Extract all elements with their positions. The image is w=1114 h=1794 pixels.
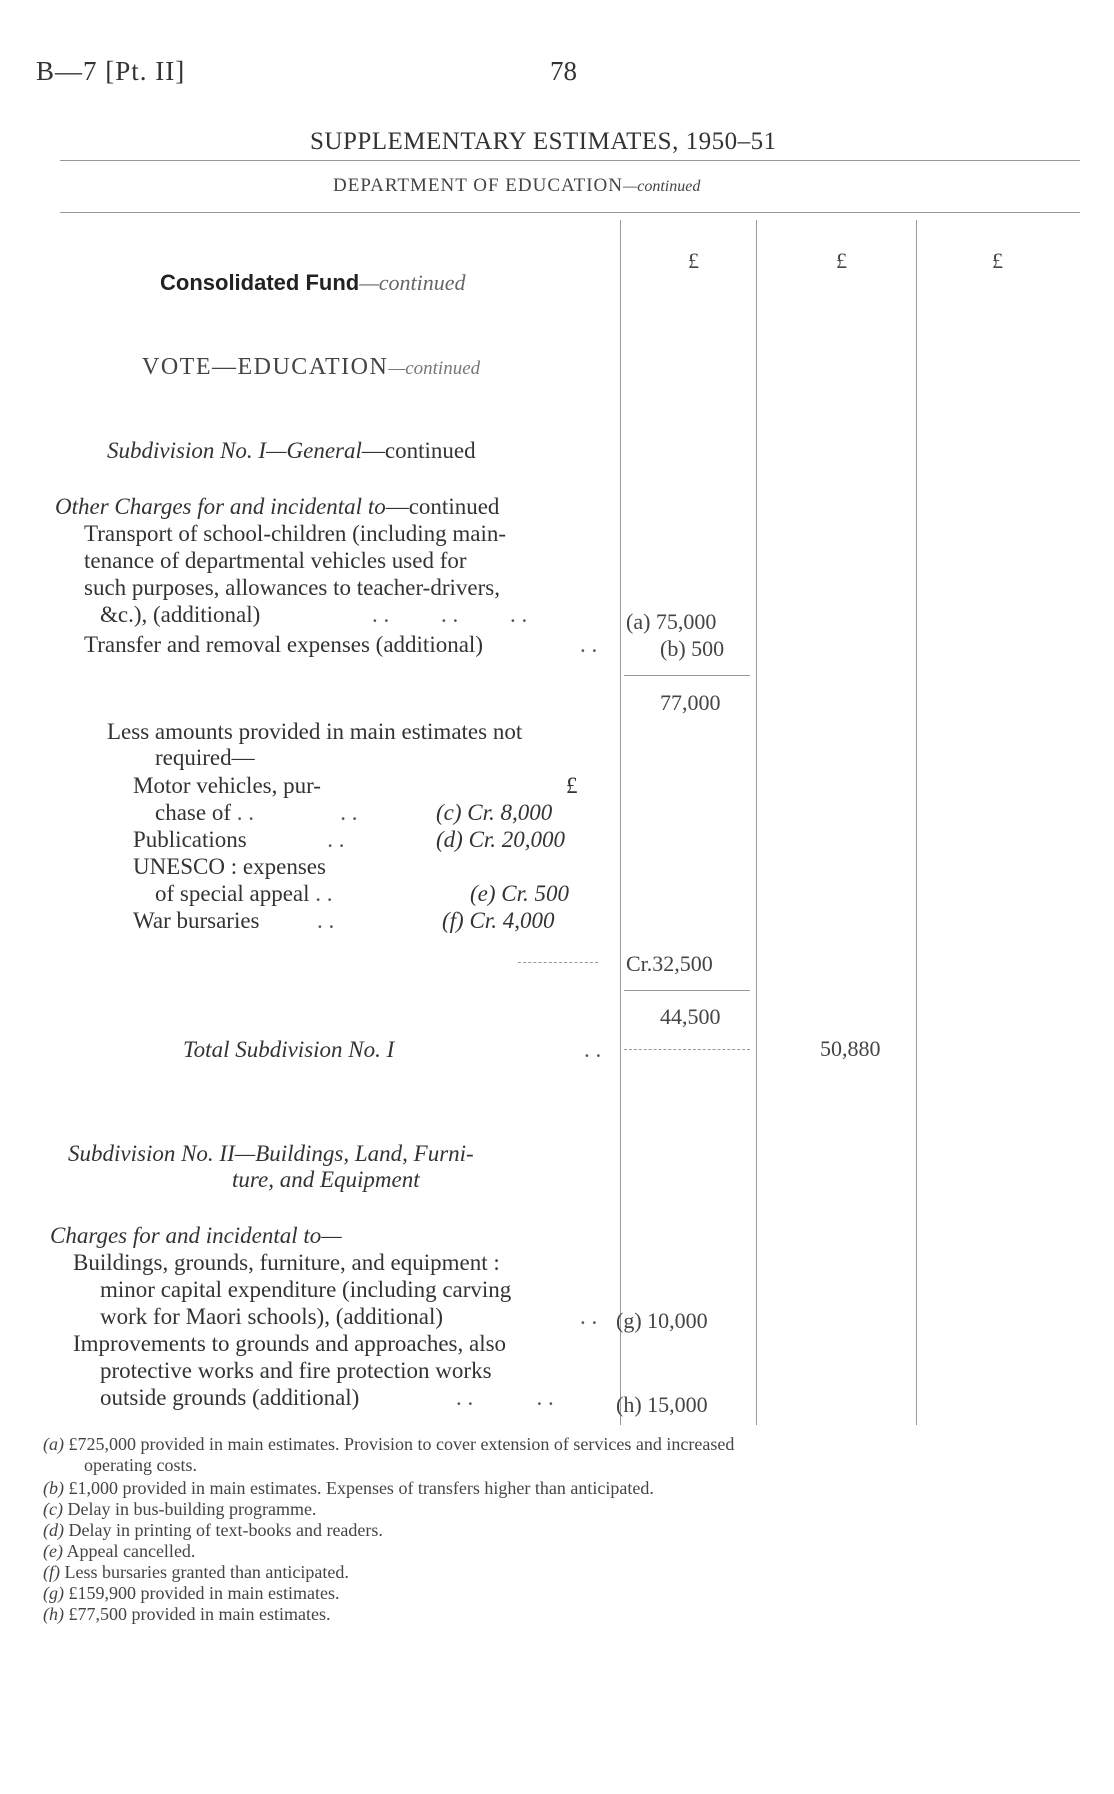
net-underline [624, 1049, 750, 1050]
footnote-a-continued: operating costs. [84, 1455, 197, 1475]
buildings-line-1: Buildings, grounds, furniture, and equipment : [73, 1250, 500, 1275]
less-item-unesco-label: of special appeal [155, 881, 310, 906]
subdivision-2-heading-line-2: ture, and Equipment [232, 1167, 420, 1192]
fund-name: Consolidated Fund [160, 270, 360, 295]
leader-dots: . . [584, 1037, 602, 1062]
department-heading [333, 175, 700, 197]
less-item-bursaries-amount: (f) Cr. 4,000 [442, 908, 555, 933]
leader-dots: . . . . [456, 1385, 554, 1410]
department-name: DEPARTMENT OF EDUCATION [333, 175, 623, 196]
transport-line-4: &c.), (additional) [100, 602, 261, 627]
column-rule-3 [916, 220, 917, 1425]
less-pound-sign: £ [566, 773, 578, 798]
page-number: 78 [550, 56, 577, 86]
transport-line-3: such purposes, allowances to teacher-drivers, [84, 575, 500, 600]
column-rule-2 [756, 220, 757, 1425]
less-item-publications-line: Publications . . [133, 827, 345, 852]
less-item-unesco-line-1: UNESCO : expenses [133, 854, 326, 879]
less-items-rule [518, 962, 598, 963]
less-total-amount: Cr.32,500 [626, 951, 713, 976]
fund-continued: —continued [359, 270, 466, 295]
less-item-publications-label: Publications [133, 827, 247, 852]
less-item-motor-line-2: chase of . . . . [155, 800, 358, 825]
vote-name: VOTE—EDUCATION [142, 354, 389, 380]
page-title: SUPPLEMENTARY ESTIMATES, 1950–51 [310, 128, 777, 155]
improvements-amount: (h) 15,000 [616, 1392, 708, 1417]
leader-dots: . . . . . . [372, 602, 528, 627]
title-rule [60, 160, 1080, 161]
subdivision-1-continued: —continued [361, 438, 476, 463]
charges-heading: Charges for and incidental to— [50, 1223, 342, 1248]
subdivision-1-title: Subdivision No. I—General [107, 438, 362, 463]
buildings-line-2: minor capital expenditure (including carving [100, 1277, 512, 1302]
net-amount: 44,500 [660, 1004, 721, 1029]
header-rule [60, 212, 1080, 213]
transfer-label: Transfer and removal expenses (additional) [84, 632, 483, 657]
document-reference: B—7 [Pt. II] [36, 56, 186, 86]
leader-dots: . . [580, 632, 598, 657]
improvements-line-2: protective works and fire protection works [100, 1358, 492, 1383]
less-line-2: required— [155, 745, 255, 770]
vote-continued: —continued [388, 358, 481, 379]
less-item-motor-line-1: Motor vehicles, pur- [133, 773, 321, 798]
subdivision-1-heading [107, 437, 476, 464]
department-continued: —continued [623, 178, 701, 195]
buildings-amount: (g) 10,000 [616, 1308, 708, 1333]
improvements-line-1: Improvements to grounds and approaches, also [73, 1331, 507, 1356]
fund-heading [160, 270, 466, 296]
other-charges-title: Other Charges for and incidental to [55, 494, 386, 519]
total-subdivision-1-amount: 50,880 [820, 1036, 881, 1061]
footnote-f: (f) Less bursaries granted than anticipated. [43, 1562, 349, 1582]
footnote-g: (g) £159,900 provided in main estimates. [43, 1583, 340, 1603]
transfer-amount: (b) 500 [660, 636, 725, 661]
transport-line-2: tenance of departmental vehicles used for [84, 548, 467, 573]
vote-heading [142, 354, 480, 381]
subdivision-2-heading-line-1: Subdivision No. II—Buildings, Land, Furni- [68, 1141, 474, 1166]
leader-dots: . . [580, 1304, 598, 1329]
footnote-h: (h) £77,500 provided in main estimates. [43, 1604, 331, 1624]
footnote-e: (e) Appeal cancelled. [43, 1541, 196, 1561]
subtotal-rule [624, 675, 750, 676]
column-rule-1 [620, 220, 621, 1425]
less-item-motor-amount: (c) Cr. 8,000 [436, 800, 553, 825]
subtotal-amount: 77,000 [660, 690, 721, 715]
footnote-b: (b) £1,000 provided in main estimates. Expenses of transfers higher than anticipated. [43, 1478, 654, 1498]
improvements-line-3: outside grounds (additional) [100, 1385, 360, 1410]
currency-header-3: £ [992, 248, 1003, 273]
less-item-unesco-amount: (e) Cr. 500 [470, 881, 570, 906]
buildings-line-3: work for Maori schools), (additional) [100, 1304, 444, 1329]
footnote-d: (d) Delay in printing of text-books and readers. [43, 1520, 383, 1540]
transport-amount: (a) 75,000 [626, 609, 717, 634]
transport-line-1: Transport of school-children (including main- [84, 521, 507, 546]
footnote-a: (a) £725,000 provided in main estimates. Provision to cover extension of services and increased [43, 1434, 735, 1454]
net-rule [624, 990, 750, 991]
other-charges-heading [55, 493, 499, 520]
less-item-unesco-line-2: of special appeal . . [155, 881, 333, 906]
other-charges-continued: —continued [385, 494, 500, 519]
less-item-bursaries-line: War bursaries . . [133, 908, 335, 933]
less-item-motor-label: chase of [155, 800, 231, 825]
total-subdivision-1-label: Total Subdivision No. I [183, 1037, 395, 1062]
less-item-publications-amount: (d) Cr. 20,000 [436, 827, 566, 852]
currency-header-1: £ [688, 248, 699, 273]
footnote-c: (c) Delay in bus-building programme. [43, 1499, 317, 1519]
currency-header-2: £ [836, 248, 847, 273]
less-item-bursaries-label: War bursaries [133, 908, 260, 933]
less-line-1: Less amounts provided in main estimates not [107, 719, 523, 744]
